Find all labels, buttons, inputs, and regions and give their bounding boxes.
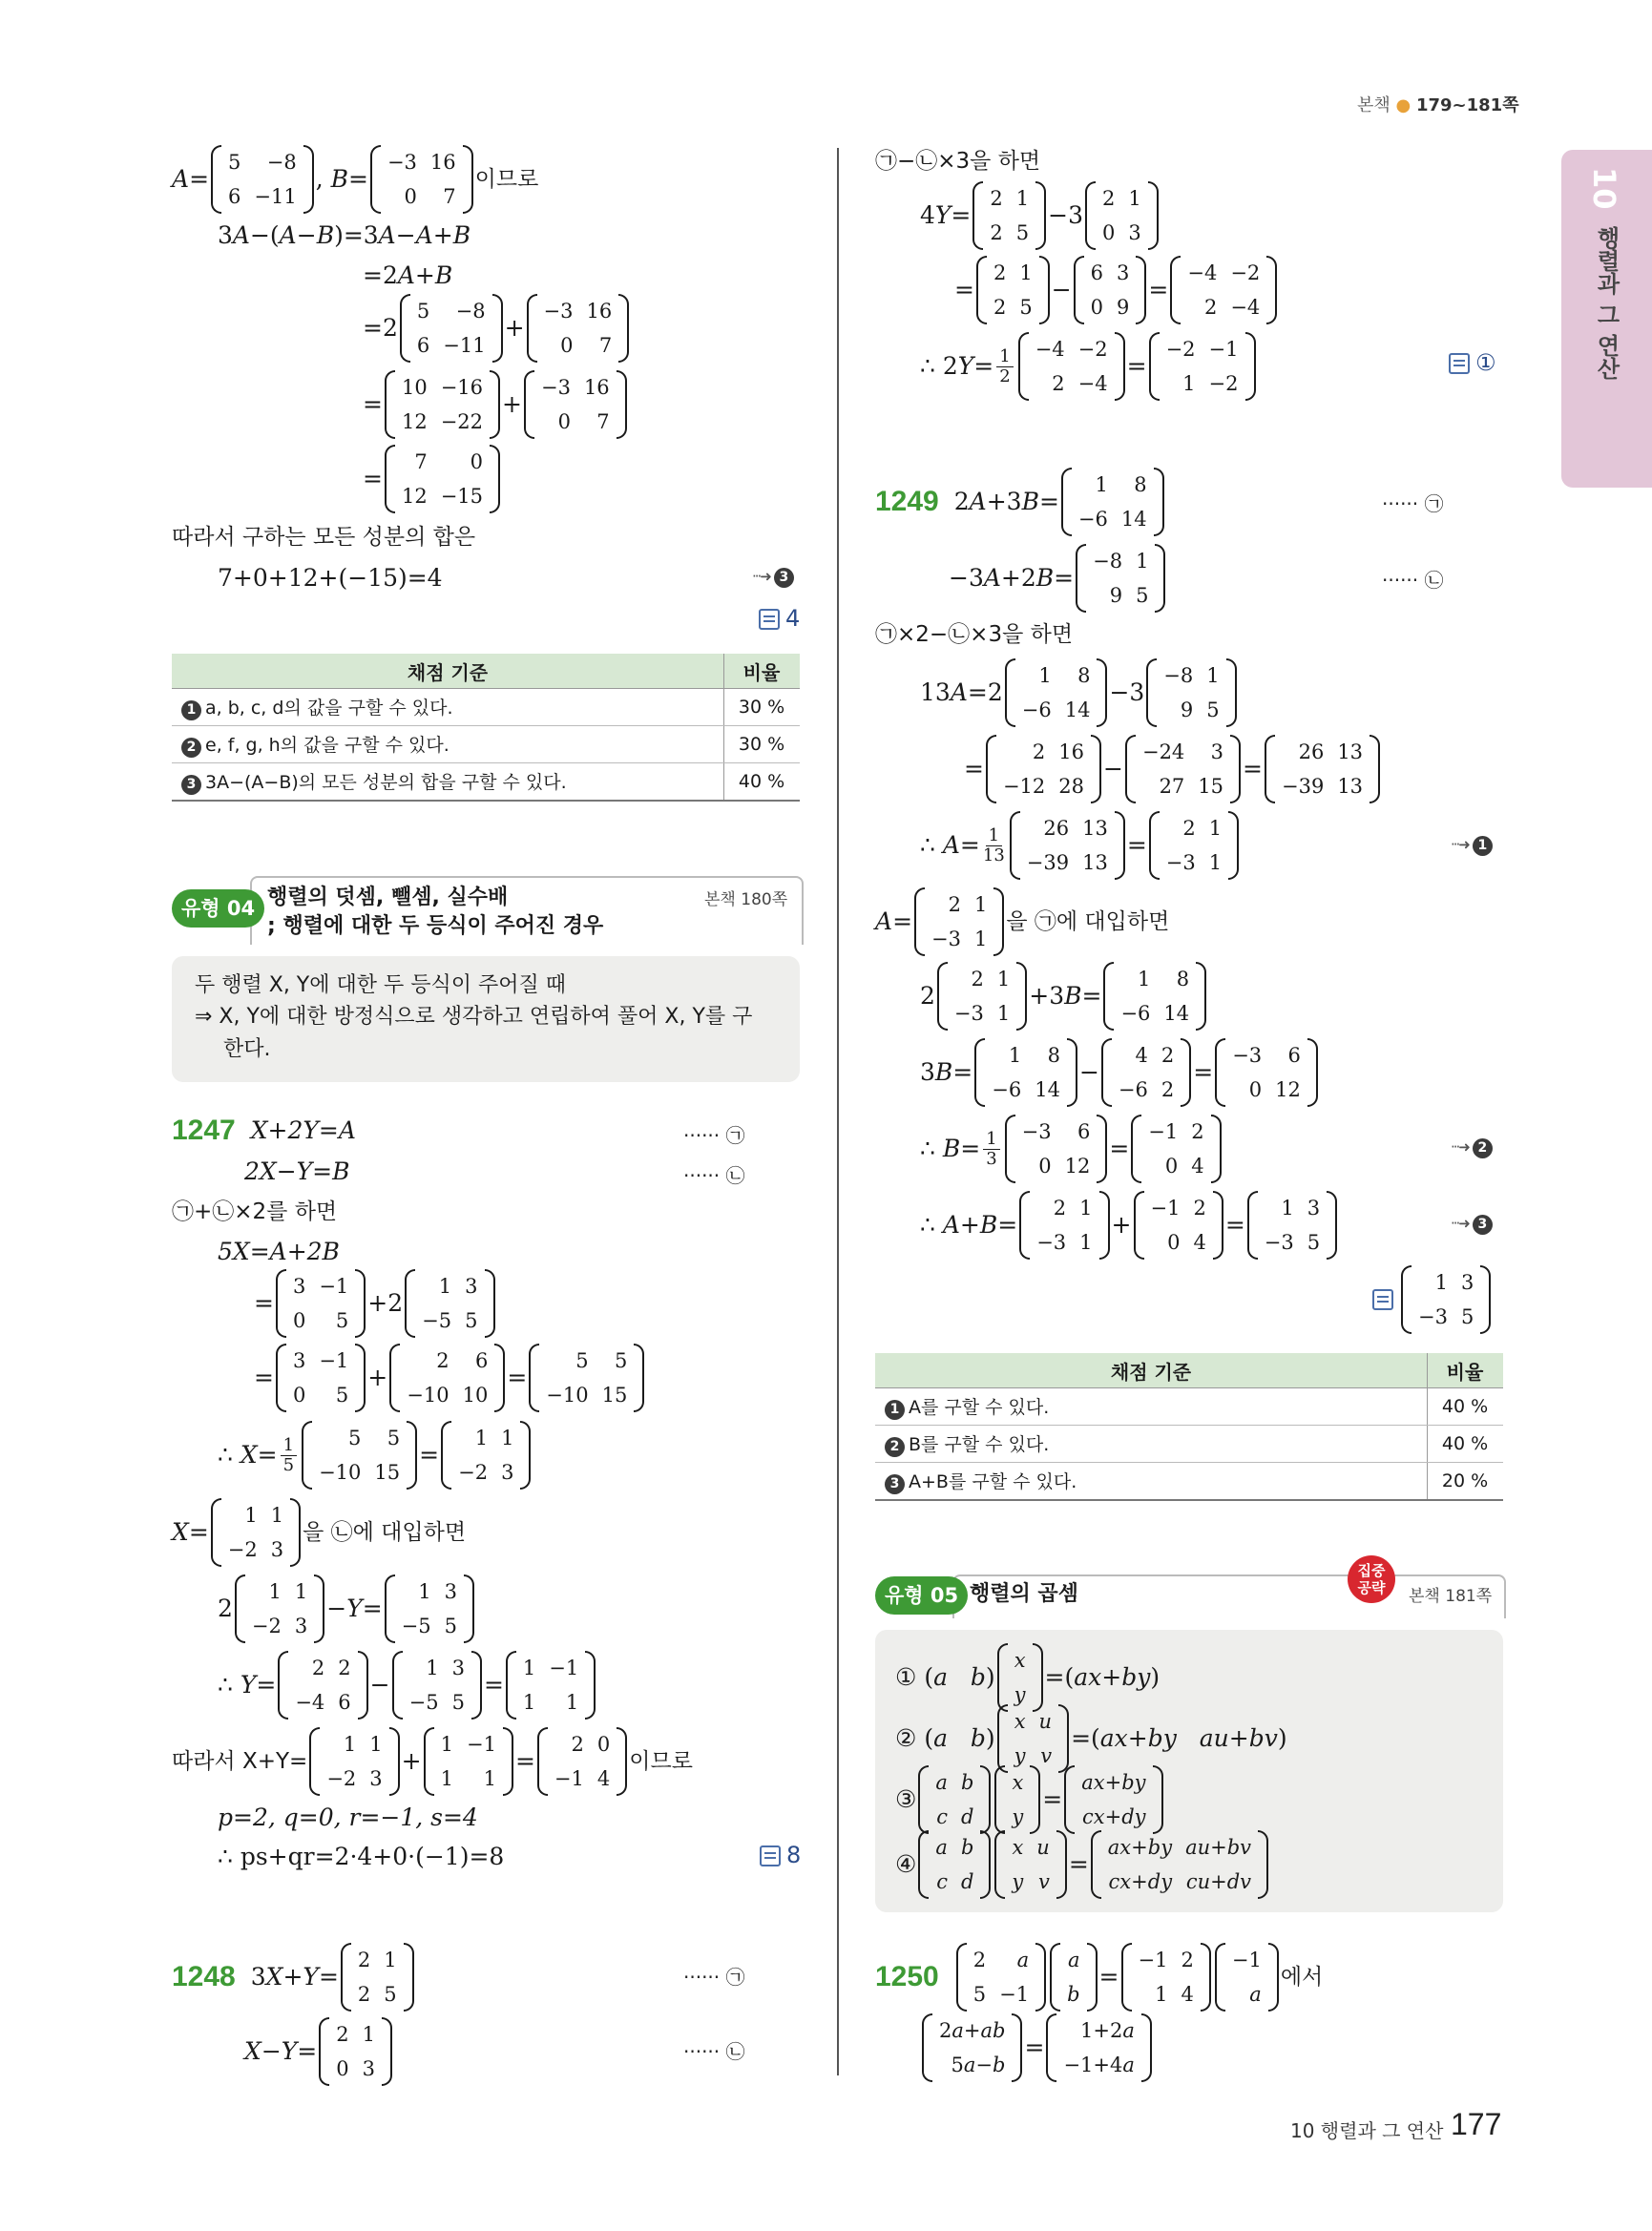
type04-ref: 본책 180쪽 bbox=[704, 890, 788, 909]
p1249-answer: 1 3 −3 5 bbox=[1372, 1265, 1493, 1334]
p1247-line1 bbox=[172, 1116, 356, 1145]
row-text: A를 구할 수 있다. bbox=[909, 1397, 1050, 1418]
side-tab-number: 10 bbox=[1586, 167, 1622, 210]
problem-number-1248: 1248 bbox=[172, 1961, 236, 1992]
problem-number-1250: 1250 bbox=[875, 1961, 939, 1992]
p1247-thus: 따라서 X+Y= bbox=[172, 1749, 308, 1774]
step-circle-3: 3 bbox=[1473, 1215, 1493, 1235]
answer-icon bbox=[1449, 353, 1470, 374]
p1247-mid: 이므로 bbox=[629, 1749, 693, 1774]
row-circle: 3 bbox=[885, 1474, 905, 1494]
p1249-13a: 13A=2 1 8 −6 14 −3 −8 1 9 5 bbox=[920, 658, 1239, 727]
row-ratio: 30 % bbox=[724, 689, 801, 726]
row-text: B를 구할 수 있다. bbox=[909, 1434, 1050, 1455]
r-score-table bbox=[875, 1353, 1503, 1501]
score-header-ratio: 비율 bbox=[1428, 1353, 1504, 1388]
p1250-tail: 에서 bbox=[1280, 1965, 1324, 1990]
answer-icon bbox=[759, 609, 780, 630]
step-circle-2: 2 bbox=[1473, 1138, 1493, 1158]
l-expand-4: = 10 −16 12 −22 + −3 16 0 7 bbox=[363, 370, 629, 439]
p1249-subst: A= 2 1 −3 1 을 ㉠에 대입하면 bbox=[875, 887, 1169, 956]
r-2y: ∴ 2Y= $\frac{1}{2}$ −4 −2 2 −4 = −2 −1 1 −2 bbox=[920, 332, 1258, 401]
table-row bbox=[172, 689, 800, 726]
row-text: e, f, g, h의 값을 구할 수 있다. bbox=[205, 735, 450, 756]
p1247-calc1: = 3 −1 0 5 +2 1 3 −5 5 bbox=[254, 1269, 497, 1338]
p1247-y: ∴ Y= 2 2 −4 6 − 1 3 −5 5 = 1 −1 1 1 bbox=[218, 1651, 597, 1720]
type04-title1: 행렬의 덧셈, 뺄셈, 실수배 bbox=[267, 886, 509, 909]
p1247-eqY: 2 1 1 −2 3 −Y= 1 3 −5 5 bbox=[218, 1574, 476, 1643]
page-number: 177 bbox=[1451, 2107, 1502, 2141]
p1249-step-mark-2: ···➜ 2 bbox=[1451, 1137, 1493, 1158]
r-4y: 4Y= 2 1 2 5 −3 2 1 0 3 bbox=[920, 181, 1161, 250]
p1247-5x: 5X=A+2B bbox=[218, 1238, 340, 1265]
type04-guide-3: 한다. bbox=[223, 1037, 271, 1061]
row-ratio: 40 % bbox=[1428, 1426, 1504, 1463]
l-expand-3: =2 5 −8 6 −11 + −3 16 0 7 bbox=[363, 294, 631, 363]
p1247-pq: p=2, q=0, r=−1, s=4 bbox=[218, 1804, 478, 1831]
row-circle: 1 bbox=[181, 700, 201, 720]
score-header-ratio: 비율 bbox=[724, 654, 801, 689]
r-4y-calc: = 2 1 2 5 − 6 3 0 9 = −4 −2 2 −4 bbox=[954, 256, 1279, 324]
type04-guide-2: ⇒ X, Y에 대한 방정식으로 생각하고 연립하여 풀어 X, Y를 구 bbox=[195, 1005, 753, 1029]
p1249-13a-calc: = 2 16 −12 28 − −24 3 27 15 = 26 13 −39 13 bbox=[964, 735, 1382, 803]
p1249-line1: 1249 2A+3B= 1 8 −6 14 bbox=[875, 468, 1166, 536]
p1248-line2: X−Y= 2 1 0 3 bbox=[244, 2017, 394, 2086]
header-pages: 179~181쪽 bbox=[1415, 95, 1519, 115]
type04-title2: ; 행렬에 대한 두 등식이 주어진 경우 bbox=[267, 914, 604, 938]
p1247-answer-value: 8 bbox=[786, 1842, 802, 1868]
row-ratio: 20 % bbox=[1428, 1463, 1504, 1501]
score-header-criteria: 채점 기준 bbox=[875, 1353, 1428, 1388]
problem-number-1249: 1249 bbox=[875, 486, 939, 517]
type05-ref: 본책 181쪽 bbox=[1409, 1587, 1493, 1606]
p1248-answer bbox=[1449, 349, 1496, 376]
p1250-line1: 1250 2 a 5 −1 a b = −1 2 1 4 −1 a 에서 bbox=[875, 1943, 1323, 2012]
l-score-table bbox=[172, 654, 800, 802]
l-ieumro: 이므로 bbox=[474, 167, 539, 192]
answer-icon bbox=[1372, 1289, 1393, 1310]
p1249-eqB: 2 2 1 −3 1 +3B= 1 8 −6 14 bbox=[920, 962, 1208, 1031]
problem-number-1247: 1247 bbox=[172, 1115, 236, 1146]
p1249-a: ∴ A= $\frac{1}{13}$ 26 13 −39 13 = 2 1 −3 1 bbox=[920, 811, 1241, 880]
p1249-apb: ∴ A+B= 2 1 −3 1 + −1 2 0 4 = 1 3 −3 5 bbox=[920, 1191, 1339, 1260]
p1247-eq2: 2X−Y=B bbox=[244, 1157, 350, 1185]
l-expand-2: =2A+B bbox=[363, 261, 453, 289]
header-ref: 본책 ● 179~181쪽 bbox=[1357, 95, 1519, 115]
p1249-mark-n: ······ ㉡ bbox=[1382, 569, 1444, 592]
type05-formula-1: ① (a b) x y =(ax+by) bbox=[895, 1643, 1160, 1712]
type05-formula-4: ④ a b c d x u y v = ax+by au+bv cx+dy cu+dv bbox=[895, 1830, 1270, 1899]
p1249-line2: −3A+2B= −8 1 9 5 bbox=[949, 544, 1167, 613]
table-row bbox=[875, 1463, 1503, 1501]
table-row bbox=[875, 1388, 1503, 1426]
p1247-subst: X= 1 1 −2 3 을 ㉡에 대입하면 bbox=[172, 1498, 466, 1567]
row-text: 3A−(A−B)의 모든 성분의 합을 구할 수 있다. bbox=[205, 772, 567, 793]
type04-badge: 유형 04 bbox=[172, 889, 264, 928]
score-header-criteria: 채점 기준 bbox=[172, 654, 724, 689]
p1247-subst-text: 을 ㉡에 대입하면 bbox=[303, 1520, 467, 1545]
p1250-line2: 2a+ab 5a−b = 1+2a −1+4a bbox=[920, 2013, 1154, 2082]
p1249-subst-text: 을 ㉠에 대입하면 bbox=[1006, 909, 1170, 934]
l-step-mark-3: ···➜ 3 bbox=[752, 567, 794, 588]
p1249-b: ∴ B= $\frac{1}{3}$ −3 6 0 12 = −1 2 0 4 bbox=[920, 1115, 1223, 1183]
p1247-mark-g: ······ ㉠ bbox=[683, 1124, 745, 1147]
p1247-xy: 따라서 X+Y= 1 1 −2 3 + 1 −1 1 1 = 2 0 −1 4 이므로 bbox=[172, 1727, 693, 1796]
answer-icon bbox=[760, 1845, 781, 1866]
p1249-step: ㉠×2−㉡×3을 하면 bbox=[875, 622, 1074, 647]
l-expand-1: 3A−(A−B)=3A−A+B bbox=[218, 221, 471, 249]
type05-badge: 유형 05 bbox=[875, 1576, 968, 1615]
p1247-calc2: = 3 −1 0 5 + 2 6 −10 10 = 5 5 −10 15 bbox=[254, 1344, 646, 1412]
row-ratio: 40 % bbox=[724, 763, 801, 802]
table-row bbox=[172, 726, 800, 763]
l-sum-eq: 7+0+12+(−15)=4 bbox=[218, 564, 443, 592]
footer-chapter: 10 행렬과 그 연산 bbox=[1290, 2119, 1444, 2142]
row-circle: 2 bbox=[885, 1437, 905, 1457]
p1247-step: ㉠+㉡×2를 하면 bbox=[172, 1199, 338, 1224]
l-matrices-AB: A= 5 −8 6 −11 , B= −3 16 0 7 이므로 bbox=[172, 145, 538, 214]
p1249-3b: 3B= 1 8 −6 14 − 4 2 −6 2 = −3 6 0 12 bbox=[920, 1038, 1320, 1107]
table-row bbox=[875, 1426, 1503, 1463]
type05-title: 행렬의 곱셈 bbox=[970, 1582, 1078, 1606]
p1247-final: ∴ ps+qr=2·4+0·(−1)=8 bbox=[218, 1843, 505, 1870]
l-answer-value: 4 bbox=[785, 605, 801, 632]
focus-badge: 집중 공략 bbox=[1348, 1555, 1395, 1603]
p1248-mark-n: ······ ㉡ bbox=[683, 2040, 745, 2063]
p1248-answer-value: ① bbox=[1475, 349, 1496, 376]
step-circle-3: 3 bbox=[774, 568, 794, 588]
side-tab-title: 행렬과 그 연산 bbox=[1593, 226, 1620, 380]
p1247-answer bbox=[760, 1842, 801, 1868]
row-text: A+B를 구할 수 있다. bbox=[909, 1471, 1077, 1492]
p1248-line1: 1248 3X+Y= 2 1 2 5 bbox=[172, 1943, 416, 2012]
type05-formula-3: ③ a b c d x y = ax+by cx+dy bbox=[895, 1765, 1165, 1834]
type04-guide-1: 두 행렬 X, Y에 대한 두 등식이 주어질 때 bbox=[195, 973, 566, 997]
l-sum-text: 따라서 구하는 모든 성분의 합은 bbox=[172, 525, 476, 550]
row-circle: 1 bbox=[885, 1400, 905, 1420]
step-circle-1: 1 bbox=[1473, 836, 1493, 856]
type05-formula-2: ② (a b) x u y v =(ax+by au+bv) bbox=[895, 1704, 1287, 1773]
row-text: a, b, c, d의 값을 구할 수 있다. bbox=[205, 698, 453, 719]
chapter-side-tab bbox=[1561, 150, 1652, 488]
p1247-mark-n: ······ ㉡ bbox=[683, 1164, 745, 1187]
p1249-mark-g: ······ ㉠ bbox=[1382, 492, 1444, 515]
p1249-step-mark-1: ···➜ 1 bbox=[1451, 835, 1493, 856]
p1247-x: ∴ X= $\frac{1}{5}$ 5 5 −10 15 = 1 1 −2 3 bbox=[218, 1421, 533, 1490]
l-expand-5: = 7 0 12 −15 bbox=[363, 445, 502, 513]
header-book: 본책 bbox=[1357, 95, 1391, 115]
column-divider bbox=[837, 148, 839, 2075]
r-step1: ㉠−㉡×3을 하면 bbox=[875, 149, 1041, 174]
row-circle: 2 bbox=[181, 738, 201, 758]
row-circle: 3 bbox=[181, 775, 201, 795]
table-row bbox=[172, 763, 800, 802]
l-answer-4 bbox=[759, 605, 800, 632]
p1249-step-mark-3: ···➜ 3 bbox=[1451, 1214, 1493, 1235]
row-ratio: 40 % bbox=[1428, 1388, 1504, 1426]
p1248-mark-g: ······ ㉠ bbox=[683, 1966, 745, 1989]
row-ratio: 30 % bbox=[724, 726, 801, 763]
p1247-eq1: X+2Y=A bbox=[250, 1116, 356, 1144]
